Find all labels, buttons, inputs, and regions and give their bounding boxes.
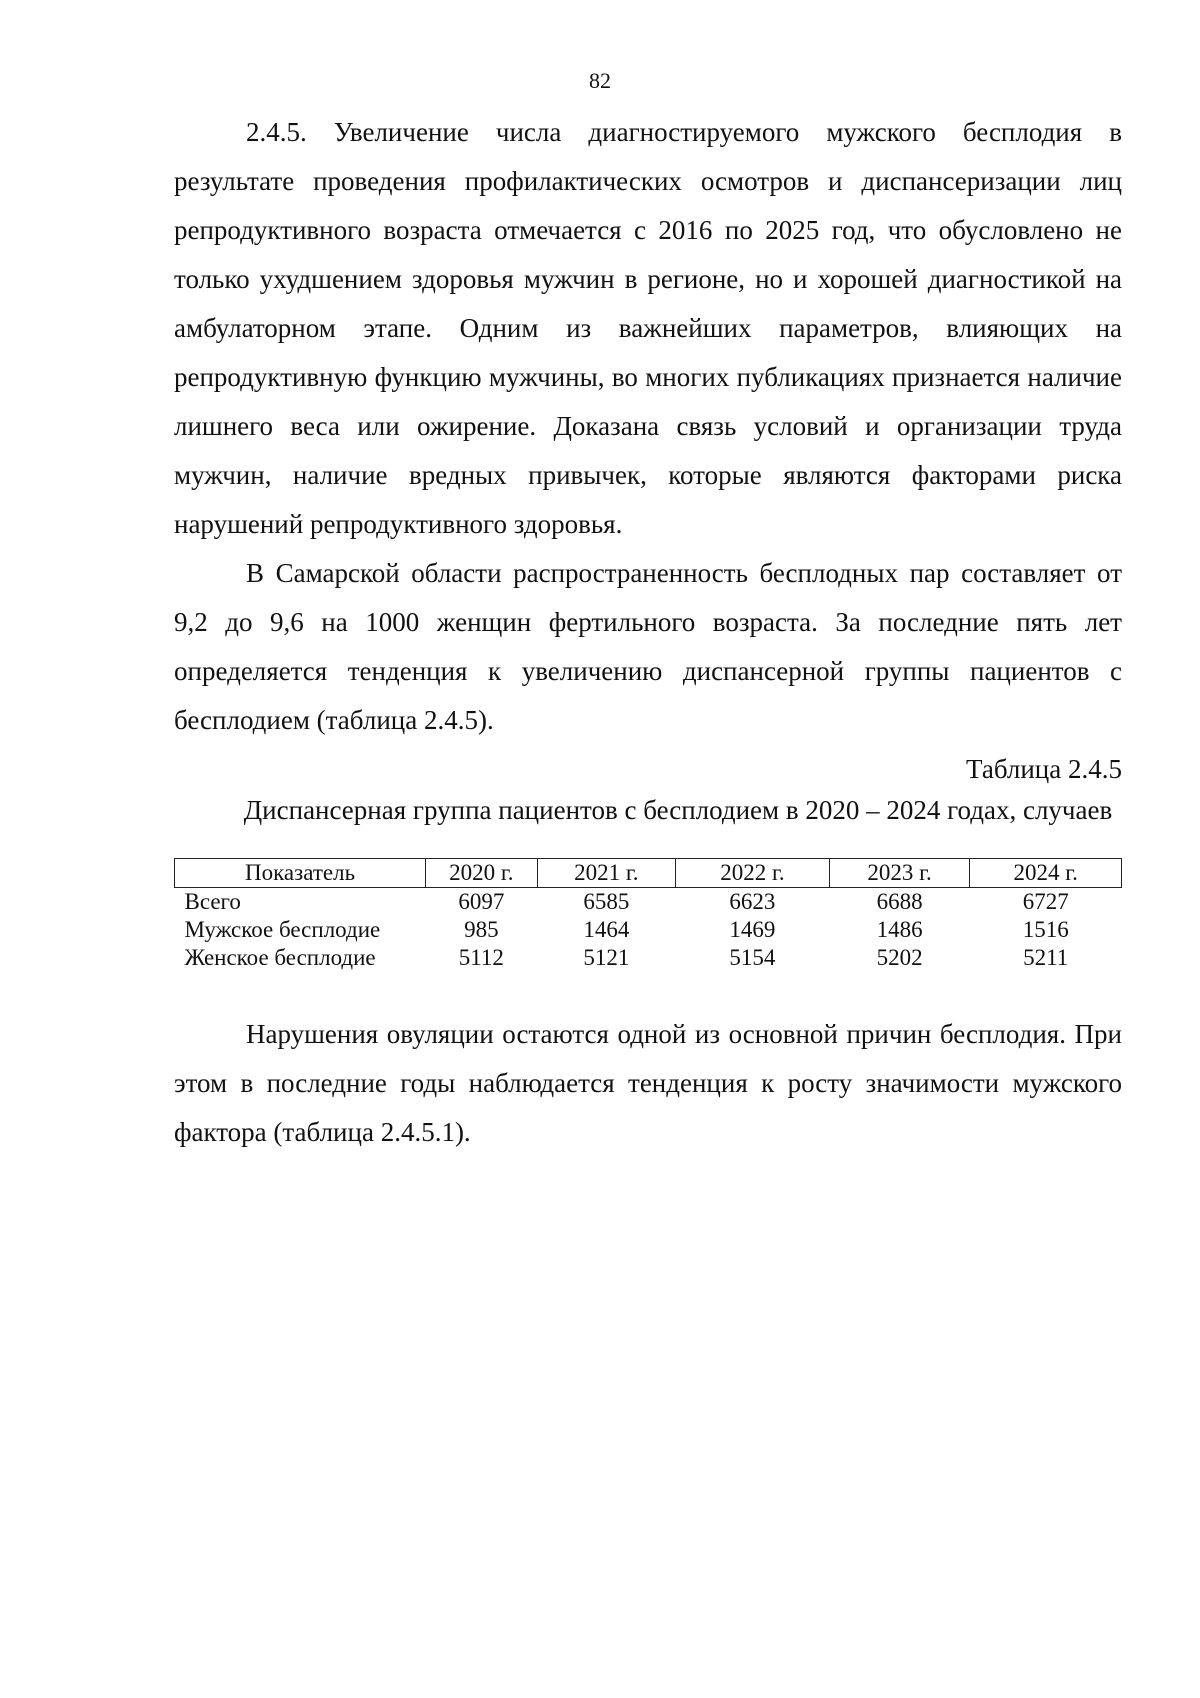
cell-total-2024: 6727 <box>1022 889 1069 914</box>
cell-male-2022: 1469 <box>729 917 776 942</box>
table-number-label: Таблица 2.4.5 <box>966 754 1122 784</box>
header-2020: 2020 г. <box>426 859 537 888</box>
cell-female-2022: 5154 <box>729 945 776 970</box>
page-number: 82 <box>589 68 611 93</box>
cell-total-2022: 6623 <box>729 889 776 914</box>
table-row <box>175 944 1122 972</box>
table-title: Диспансерная группа пациентов с бесплодием в 2020 – 2024 годах, случаев <box>243 795 1113 825</box>
infertility-table <box>174 858 1122 972</box>
header-2022: 2022 г. <box>676 859 830 888</box>
cell-total-2020: 6097 <box>458 889 505 914</box>
row-label-male: Мужское бесплодие <box>184 917 381 942</box>
header-indicator: Показатель <box>175 859 426 888</box>
header-2024: 2024 г. <box>970 859 1122 888</box>
row-label-female: Женское бесплодие <box>184 945 376 970</box>
table-header-row <box>175 859 1122 888</box>
row-label-total: Всего <box>184 889 241 914</box>
paragraph-ovulation: Нарушения овуляции остаются одной из основной причин бесплодия. При этом в последние годы наблюдается тенденция к росту значимости мужского фактора (таблица 2.4.5.1). <box>174 1019 1122 1147</box>
page-content <box>174 108 1122 1157</box>
cell-female-2024: 5211 <box>1023 945 1069 970</box>
cell-female-2021: 5121 <box>583 945 630 970</box>
paragraph-male-infertility: 2.4.5. Увеличение числа диагностируемого мужского бесплодия в результате проведения профилактических осмотров и диспансеризации лиц репродуктивного возраста отмечается с 2016 по 2025 год, что обусловлено не только ухудшением здоровья мужчин в регионе, но и хорошей диагностикой на амбулаторном этапе. Одним из важнейших параметров, влияющих на репродуктивную функцию мужчины, во многих публикациях признается наличие лишнего веса или ожирение. Доказана связь условий и организации труда мужчин, наличие вредных привычек, которые являются факторами риска нарушений репродуктивного здоровья. <box>174 117 1122 539</box>
table-row <box>175 916 1122 944</box>
cell-male-2021: 1464 <box>583 917 630 942</box>
cell-female-2023: 5202 <box>876 945 923 970</box>
cell-total-2023: 6688 <box>876 889 923 914</box>
paragraph-samara-region: В Самарской области распространенность бесплодных пар составляет от 9,2 до 9,6 на 1000 женщин фертильного возраста. За последние пять лет определяется тенденция к увеличению диспансерной группы пациентов с бесплодием (таблица 2.4.5). <box>174 558 1122 735</box>
cell-total-2021: 6585 <box>583 889 630 914</box>
header-2021: 2021 г. <box>537 859 676 888</box>
cell-female-2020: 5112 <box>458 945 504 970</box>
header-2023: 2023 г. <box>829 859 970 888</box>
table-row <box>175 888 1122 917</box>
cell-male-2024: 1516 <box>1022 917 1069 942</box>
cell-male-2020: 985 <box>464 917 499 942</box>
cell-male-2023: 1486 <box>876 917 923 942</box>
